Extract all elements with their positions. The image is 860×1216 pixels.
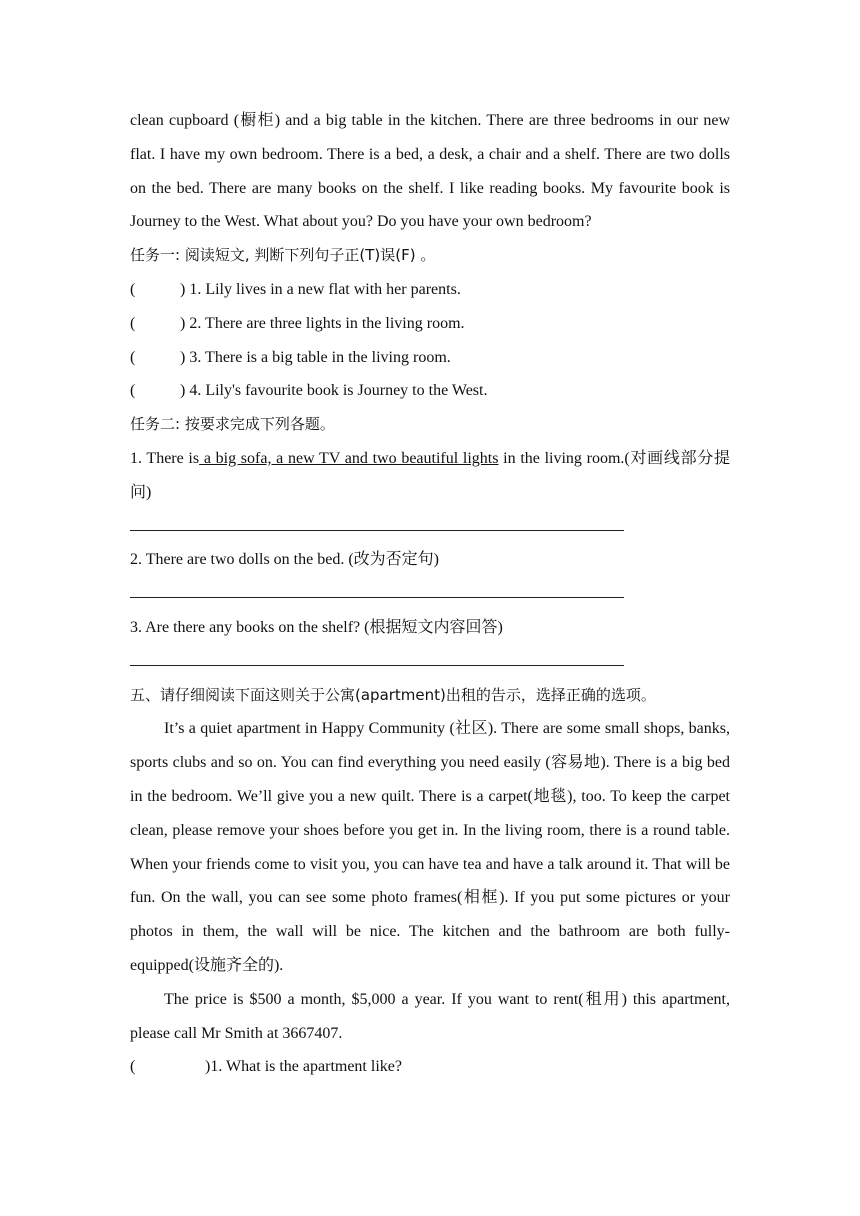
answer-blank[interactable]: ( bbox=[130, 348, 136, 366]
q1-suffix: in the living room.(对画线部分提问) bbox=[130, 449, 731, 501]
task1-item-4 bbox=[130, 374, 730, 408]
answer-blank[interactable]: ( bbox=[130, 280, 136, 298]
section5-question-1 bbox=[130, 1050, 730, 1084]
q1-prefix: 1. There is bbox=[130, 449, 200, 467]
section5-paragraph-1: It’s a quiet apartment in Happy Community (社区). There are some small shops, banks, sports clubs and so on. You can find everything you need easily (容易地). There is a big bed in the bedroom. We’ll give you a new quilt. There is a carpet(地毯), too. To keep the carpet clean, please remove your shoes before you get in. In the living room, there is a round table. When your friends come to visit you, you can have tea and have a talk around it. That will be fun. On the wall, you can see some photo frames(相框). If you put some pictures or your photos in them, the wall will be nice. The kitchen and the bathroom are both fully-equipped(设施齐全的). bbox=[130, 720, 730, 974]
answer-line-2[interactable] bbox=[130, 577, 730, 611]
section5-paragraph-2: The price is $500 a month, $5,000 a year. If you want to rent(租用) this apartment, please call Mr Smith at 3667407. bbox=[130, 990, 730, 1042]
answer-line-1[interactable] bbox=[130, 510, 730, 544]
task2-question-1 bbox=[130, 442, 730, 510]
task2-question-2: 2. There are two dolls on the bed. (改为否定句) bbox=[130, 551, 439, 569]
answer-blank[interactable]: ( bbox=[130, 314, 136, 332]
task2-title: 任务二: 按要求完成下列各题。 bbox=[130, 415, 335, 434]
answer-blank[interactable]: ( bbox=[130, 1058, 136, 1076]
task1-item-2 bbox=[130, 307, 730, 341]
task1-item-3 bbox=[130, 341, 730, 375]
answer-line-3[interactable] bbox=[130, 645, 730, 679]
task1-item-text: ) 3. There is a big table in the living room. bbox=[180, 348, 451, 366]
task1-item-text: ) 1. Lily lives in a new flat with her parents. bbox=[180, 280, 461, 298]
passage-top: clean cupboard (橱柜) and a big table in the kitchen. There are three bedrooms in our new flat. I have my own bedroom. There is a bed, a desk, a chair and a shelf. There are two dolls on the bed. There are many books on the shelf. I like reading books. My favourite book is Journey to the West. What about you? Do you have your own bedroom? bbox=[130, 112, 730, 231]
answer-blank[interactable]: ( bbox=[130, 382, 136, 400]
task1-item-1 bbox=[130, 273, 730, 307]
q1-underlined-part: a big sofa, a new TV and two beautiful lights bbox=[199, 449, 499, 467]
task1-item-text: ) 4. Lily's favourite book is Journey to the West. bbox=[180, 382, 488, 400]
task1-title: 任务一: 阅读短文, 判断下列句子正(T)误(F) 。 bbox=[130, 246, 436, 265]
worksheet-page bbox=[130, 104, 730, 1084]
section5-title: 五、请仔细阅读下面这则关于公寓(apartment)出租的告示，选择正确的选项。 bbox=[130, 685, 656, 704]
task1-item-text: ) 2. There are three lights in the living room. bbox=[180, 314, 465, 332]
section5-question-text: )1. What is the apartment like? bbox=[205, 1058, 402, 1076]
task2-question-3: 3. Are there any books on the shelf? (根据短文内容回答) bbox=[130, 618, 503, 636]
